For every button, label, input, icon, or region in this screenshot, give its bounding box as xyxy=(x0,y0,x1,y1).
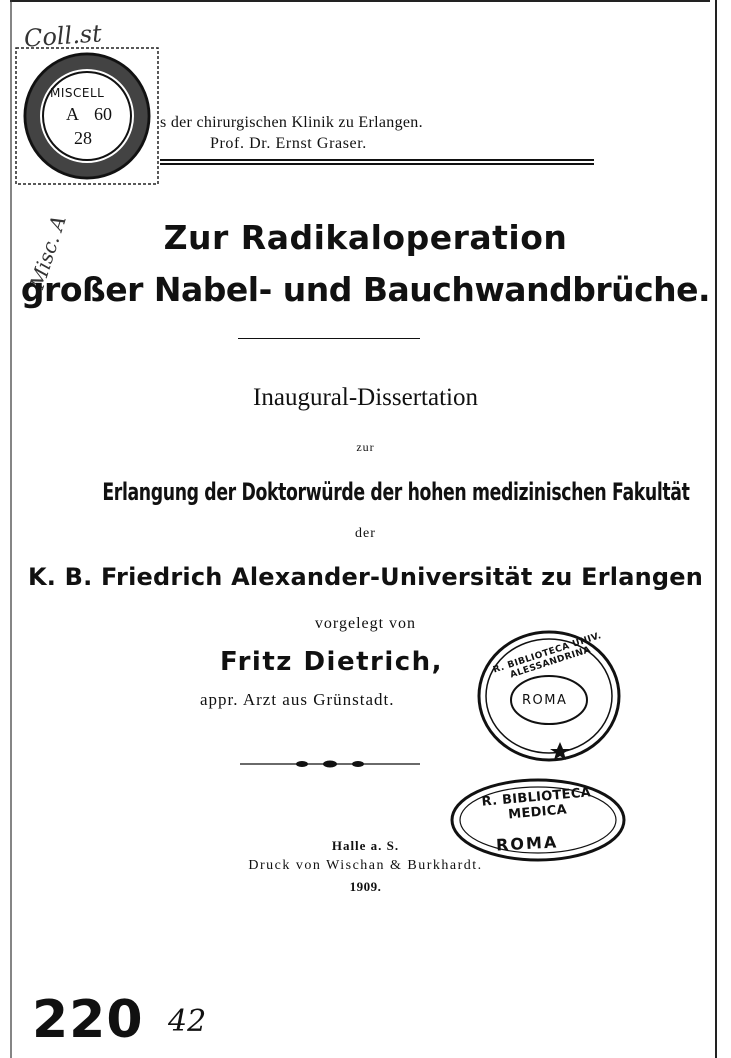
presented-by: vorgelegt von xyxy=(314,615,417,632)
title-line-1: Zur Radikaloperation xyxy=(163,218,568,257)
title-divider xyxy=(238,338,420,339)
dissertation-subtitle: Inaugural-Dissertation xyxy=(253,384,478,411)
word-der: der xyxy=(355,526,376,541)
header-rule-1 xyxy=(160,159,594,161)
author-name: Fritz Dietrich, xyxy=(220,647,444,677)
imprint-printer: Druck von Wischan & Burkhardt. xyxy=(248,858,483,873)
shelfmark-number: 220 xyxy=(32,990,144,1050)
ornamental-divider xyxy=(240,758,420,770)
stamp-label: MISCELL xyxy=(50,86,105,100)
director-line: Prof. Dr. Ernst Graser. xyxy=(210,135,367,152)
stamp-bottom-roma: ROMA xyxy=(495,832,559,855)
faculty-line: Erlangung der Doktorwürde der hohen medizinischen Fakultät xyxy=(102,478,690,506)
university-line: K. B. Friedrich Alexander-Universität zu Erlangen xyxy=(27,563,704,591)
author-description: appr. Arzt aus Grünstadt. xyxy=(200,690,395,709)
word-zur: zur xyxy=(356,440,375,454)
title-line-2: großer Nabel- und Bauchwandbrüche. xyxy=(20,270,711,309)
handwritten-note-top: Coll.st xyxy=(23,19,103,53)
handwritten-note-side: Misc. A xyxy=(24,212,71,292)
clinic-line: s der chirurgischen Klinik zu Erlangen. xyxy=(160,114,423,131)
stamp-ring-text: R. BIBLIOTECA UNIV. ALESSANDRINA xyxy=(491,630,603,681)
header-rule-2 xyxy=(160,163,594,165)
imprint-place: Halle a. S. xyxy=(331,838,400,853)
stamp-shelf-number: 60 xyxy=(94,104,112,124)
imprint-year: 1909. xyxy=(349,879,382,894)
stamp-item-number: 28 xyxy=(74,128,92,148)
shelfmark-handwritten: 42 xyxy=(168,1004,207,1039)
stamp-shelf-letter: A xyxy=(66,104,79,124)
scan-border-top xyxy=(10,0,710,2)
stamp-center-roma: ROMA xyxy=(522,693,568,708)
library-stamp-top-left xyxy=(14,46,160,186)
stamp-arc-text: R. BIBLIOTECA MEDICA xyxy=(480,785,592,823)
